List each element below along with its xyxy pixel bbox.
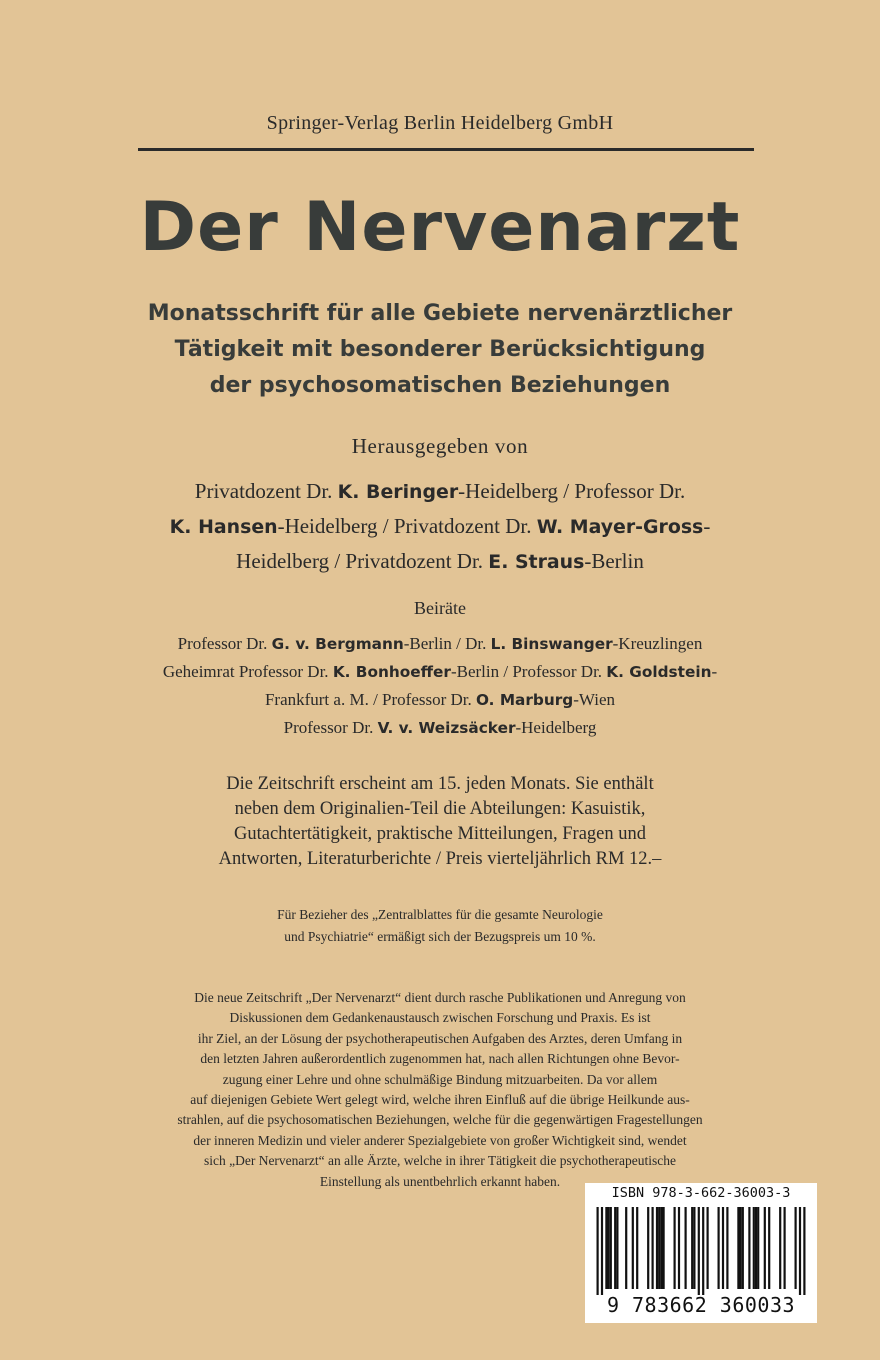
advisor-name: K. Bonhoeffer <box>332 663 451 681</box>
barcode-bar <box>718 1207 720 1289</box>
barcode-bar <box>693 1207 695 1289</box>
barcode-bar <box>764 1207 766 1289</box>
advisors-list <box>0 630 880 742</box>
editors-line <box>0 474 880 509</box>
barcode-bar <box>608 1207 610 1289</box>
advisors-text: Professor Dr. <box>283 718 378 737</box>
advisor-name: O. Marburg <box>476 691 574 709</box>
editor-name: K. Beringer <box>337 481 459 503</box>
advisors-text: -Berlin / Professor Dr. <box>450 662 607 681</box>
barcode-bar <box>605 1207 607 1289</box>
advisors-text: -Heidelberg <box>515 718 597 737</box>
journal-description <box>0 988 880 1192</box>
subtitle-line: der psychosomatischen Beziehungen <box>209 373 671 398</box>
barcode-bar <box>652 1207 654 1289</box>
barcode-bar <box>779 1207 781 1289</box>
editors-text: -Heidelberg / Professor Dr. <box>458 479 686 503</box>
description-line: den letzten Jahren außerordentlich zugenommen hat, nach allen Richtungen ohne Bevor- <box>200 1051 680 1067</box>
barcode-bar <box>610 1207 612 1289</box>
editor-name: W. Mayer-Gross <box>536 516 704 538</box>
barcode-bar <box>691 1207 693 1289</box>
editors-line <box>0 509 880 544</box>
info-line: neben dem Originalien-Teil die Abteilungen: Kasuistik, <box>234 799 646 819</box>
publisher-rule <box>138 148 754 151</box>
barcode-bar <box>616 1207 618 1289</box>
description-line: auf diejenigen Gebiete Wert gelegt wird, welche ihren Einfluß auf die übrige Heilkunde aus- <box>190 1092 690 1108</box>
advisors-text: -Kreuzlingen <box>612 634 703 653</box>
advisor-name: L. Binswanger <box>490 635 613 653</box>
description-line: Einstellung als unentbehrlich erkannt haben. <box>319 1173 561 1189</box>
barcode-bar <box>663 1207 665 1289</box>
advisors-line <box>0 686 880 714</box>
discount-line: Für Bezieher des „Zentralblattes für die gesamte Neurologie <box>277 907 603 922</box>
isbn-barcode <box>585 1183 817 1323</box>
description-line: sich „Der Nervenarzt“ an alle Ärzte, welche in ihrer Tätigkeit die psychotherapeutische <box>203 1153 677 1169</box>
editors-text: Heidelberg / Privatdozent Dr. <box>236 549 489 573</box>
info-line: Die Zeitschrift erscheint am 15. jeden Monats. Sie enthält <box>226 774 654 794</box>
editor-name: K. Hansen <box>169 516 278 538</box>
barcode-bar <box>601 1207 603 1295</box>
barcode-bar <box>799 1207 801 1295</box>
barcode-bar <box>658 1207 660 1289</box>
barcode-bar <box>625 1207 627 1289</box>
subtitle-line: Tätigkeit mit besonderer Berücksichtigung <box>174 337 706 362</box>
barcode-bar <box>597 1207 599 1295</box>
info-line: Antworten, Literaturberichte / Preis vierteljährlich RM 12.– <box>218 849 662 869</box>
barcode-bar <box>768 1207 770 1289</box>
barcode-bar <box>722 1207 724 1289</box>
barcode-bar <box>656 1207 658 1289</box>
editors-line <box>0 544 880 579</box>
barcode-bar <box>726 1207 728 1289</box>
barcode-bar <box>660 1207 662 1289</box>
barcode-bar <box>678 1207 680 1289</box>
editor-name: E. Straus <box>488 551 585 573</box>
info-line: Gutachtertätigkeit, praktische Mitteilungen, Fragen und <box>233 824 647 844</box>
advisor-name: K. Goldstein <box>606 663 712 681</box>
description-line: der inneren Medizin und vieler anderer Spezialgebiete von großer Wichtigkeit sind, wendet <box>193 1132 687 1148</box>
advisors-line <box>0 714 880 742</box>
advisors-text: Geheimrat Professor Dr. <box>162 662 333 681</box>
barcode-bar <box>632 1207 634 1289</box>
discount-note <box>0 904 880 948</box>
editors-heading: Herausgegeben von <box>351 434 529 458</box>
editors-text: Privatdozent Dr. <box>194 479 338 503</box>
advisors-line <box>0 630 880 658</box>
advisors-text: Frankfurt a. M. / Professor Dr. <box>264 690 477 709</box>
description-line: ihr Ziel, an der Lösung der psychotherapeutischen Aufgaben des Arztes, deren Umfang in <box>197 1030 683 1046</box>
advisors-line <box>0 658 880 686</box>
isbn-label: ISBN 978-3-662-36003-3 <box>611 1185 791 1201</box>
barcode-bar <box>698 1207 700 1295</box>
barcode-bar <box>740 1207 742 1289</box>
barcode-bar <box>647 1207 649 1289</box>
description-line: Die neue Zeitschrift „Der Nervenarzt“ dient durch rasche Publikationen und Anregung von <box>194 990 686 1005</box>
barcode-bar <box>753 1207 755 1289</box>
barcode-bar <box>748 1207 750 1289</box>
advisors-text: -Berlin / Dr. <box>403 634 491 653</box>
ean-digits: 9 783662 360033 <box>606 1293 796 1317</box>
publication-info <box>0 772 880 872</box>
barcode-bar <box>737 1207 739 1289</box>
advisor-name: G. v. Bergmann <box>271 635 404 653</box>
barcode-bar <box>614 1207 616 1289</box>
description-line: strahlen, auf die psychosomatischen Beziehungen, welche für die gegenwärtigen Fragestellungen <box>177 1112 703 1128</box>
barcode-bar <box>636 1207 638 1289</box>
barcode-bar <box>795 1207 797 1289</box>
barcode-bar <box>757 1207 759 1289</box>
barcode-bar <box>755 1207 757 1289</box>
description-line: Diskussionen dem Gedankenaustausch zwischen Forschung und Praxis. Es ist <box>229 1010 651 1026</box>
discount-line: und Psychiatrie“ ermäßigt sich der Bezugspreis um 10 %. <box>284 929 596 944</box>
advisors-text: -Wien <box>573 690 616 709</box>
barcode-bar <box>685 1207 687 1289</box>
advisors-text: Professor Dr. <box>177 634 272 653</box>
editors-text: -Berlin <box>584 549 644 573</box>
advisor-name: V. v. Weizsäcker <box>377 719 516 737</box>
barcode-bar <box>707 1207 709 1289</box>
publisher-name: Springer-Verlag Berlin Heidelberg GmbH <box>266 112 614 134</box>
barcode-bar <box>803 1207 805 1295</box>
editors-text: - <box>703 514 711 538</box>
barcode-bar <box>674 1207 676 1289</box>
journal-title: Der Nervenarzt <box>139 188 741 267</box>
editors-text: -Heidelberg / Privatdozent Dr. <box>277 514 537 538</box>
subtitle-line: Monatsschrift für alle Gebiete nervenärztlicher <box>147 301 733 326</box>
barcode-bar <box>702 1207 704 1295</box>
advisors-heading: Beiräte <box>414 598 466 618</box>
advisors-text: - <box>711 662 718 681</box>
barcode-bar <box>742 1207 744 1289</box>
editors-list <box>0 474 880 579</box>
barcode-bars-icon <box>585 1205 817 1295</box>
description-line: zugung einer Lehre und ohne schulmäßige Bindung mitzuarbeiten. Da vor allem <box>222 1071 658 1087</box>
journal-subtitle <box>0 296 880 404</box>
barcode-bar <box>784 1207 786 1289</box>
